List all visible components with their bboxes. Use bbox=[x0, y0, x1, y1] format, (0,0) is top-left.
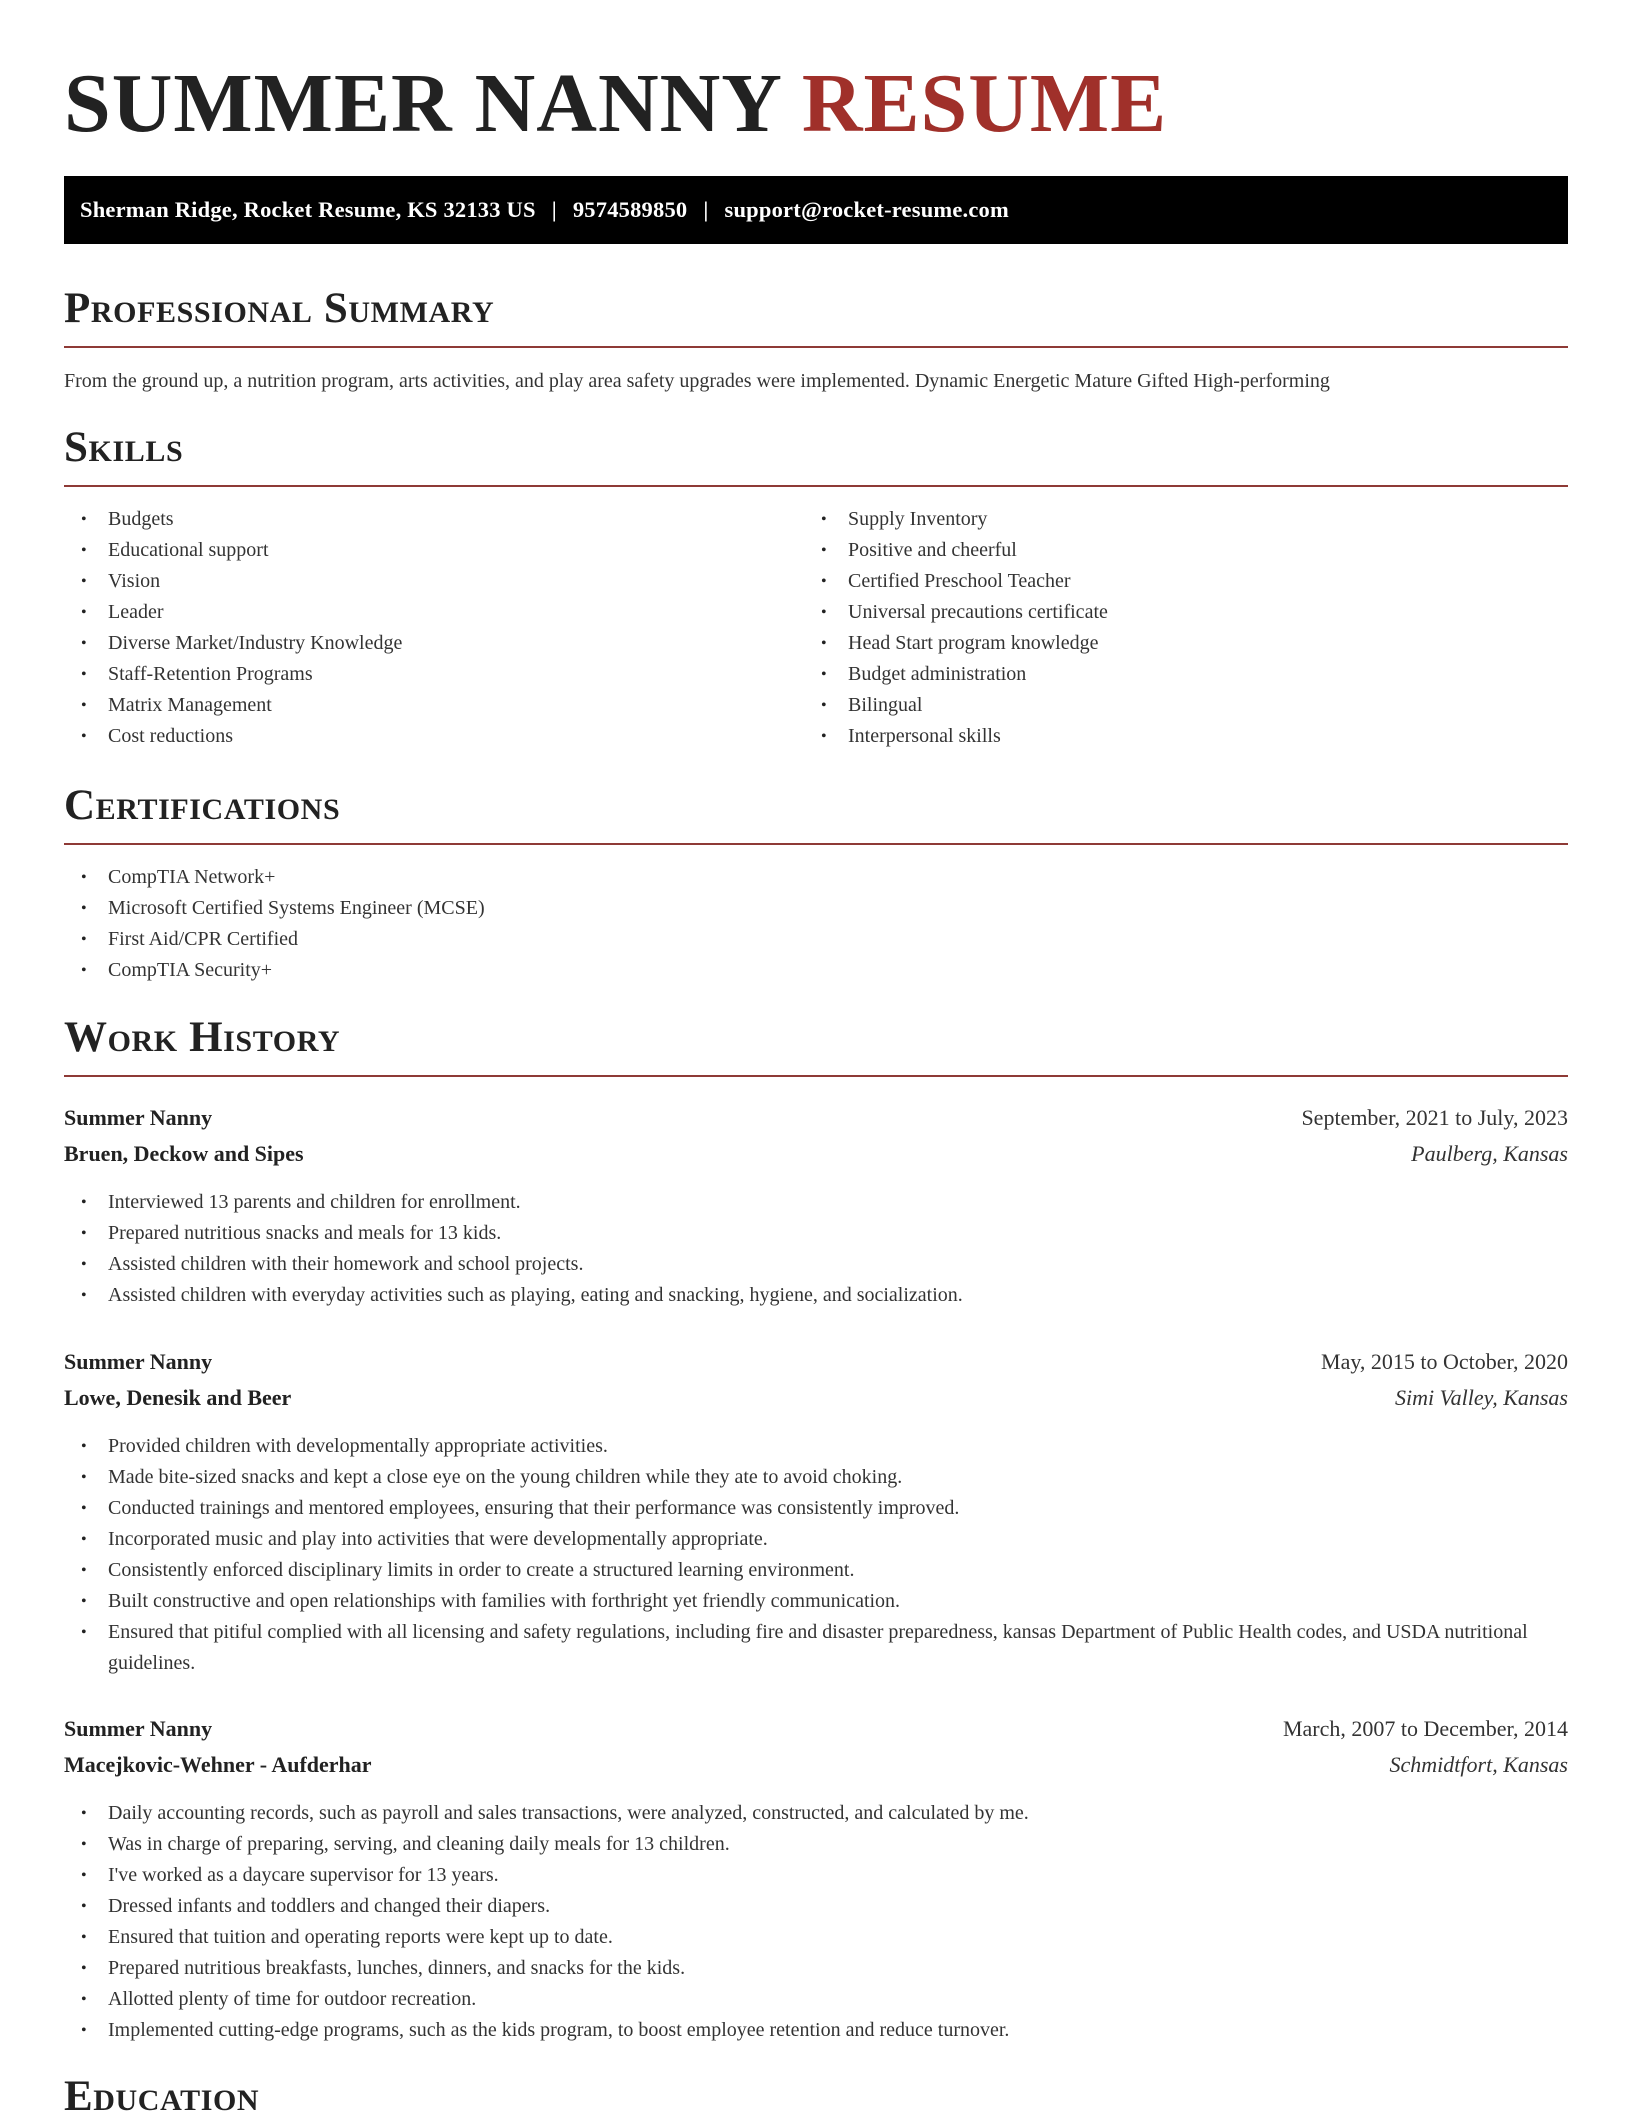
job-title: Summer Nanny bbox=[64, 1716, 213, 1741]
contact-email: support@rocket-resume.com bbox=[724, 197, 1009, 222]
list-item: • Consistently enforced disciplinary limits in order to create a structured learning environment. bbox=[81, 1559, 855, 1581]
list-item: • First Aid/CPR Certified bbox=[81, 928, 299, 950]
list-item: • I've worked as a daycare supervisor for 13 years. bbox=[81, 1864, 499, 1886]
list-item: • CompTIA Security+ bbox=[81, 959, 273, 981]
list-item: • Head Start program knowledge bbox=[821, 632, 1099, 654]
resume-title bbox=[64, 54, 1167, 154]
certifications-list bbox=[64, 862, 485, 986]
list-item: • Interviewed 13 parents and children for enrollment. bbox=[81, 1191, 521, 1213]
job-dates: May, 2015 to October, 2020 bbox=[1321, 1349, 1568, 1374]
list-item: • Budget administration bbox=[821, 663, 1027, 685]
job-location: Schmidtfort, Kansas bbox=[1389, 1752, 1568, 1777]
contact-separator: | bbox=[551, 197, 557, 222]
section-heading-skills: Skills bbox=[64, 423, 1568, 487]
contact-bar bbox=[64, 176, 1568, 244]
job-dates: March, 2007 to December, 2014 bbox=[1282, 1716, 1568, 1741]
list-item: • Certified Preschool Teacher bbox=[821, 570, 1071, 592]
job-bullets bbox=[64, 1187, 1568, 1311]
contact-address: Sherman Ridge, Rocket Resume, KS 32133 US bbox=[80, 197, 536, 222]
list-item: • Staff-Retention Programs bbox=[81, 663, 313, 685]
list-item: • Ensured that pitiful complied with all licensing and safety regulations, including fire and disaster preparedness, kansas Department of Public Health codes, and USDA nutritional guidelines. bbox=[81, 1621, 1528, 1674]
job-location: Simi Valley, Kansas bbox=[1395, 1385, 1568, 1410]
list-item: • Was in charge of preparing, serving, and cleaning daily meals for 13 children. bbox=[81, 1833, 730, 1855]
list-item: • Diverse Market/Industry Knowledge bbox=[81, 632, 403, 654]
job-dates: September, 2021 to July, 2023 bbox=[1301, 1105, 1568, 1130]
list-item: • Ensured that tuition and operating reports were kept up to date. bbox=[81, 1926, 613, 1948]
list-item: • Allotted plenty of time for outdoor recreation. bbox=[81, 1988, 477, 2010]
list-item: • Bilingual bbox=[821, 694, 923, 716]
list-item: • Dressed infants and toddlers and changed their diapers. bbox=[81, 1895, 551, 1917]
list-item: • Universal precautions certificate bbox=[821, 601, 1108, 623]
list-item: • Prepared nutritious breakfasts, lunches, dinners, and snacks for the kids. bbox=[81, 1957, 686, 1979]
contact-phone: 9574589850 bbox=[572, 197, 688, 222]
section-heading-summary: Professional Summary bbox=[64, 284, 1568, 348]
list-item: • Prepared nutritious snacks and meals for 13 kids. bbox=[81, 1222, 502, 1244]
job-company: Macejkovic-Wehner - Aufderhar bbox=[64, 1752, 372, 1777]
list-item: • Microsoft Certified Systems Engineer (MCSE) bbox=[81, 897, 485, 919]
list-item: • Budgets bbox=[81, 508, 174, 530]
list-item: • Matrix Management bbox=[81, 694, 272, 716]
list-item: • Interpersonal skills bbox=[821, 725, 1001, 747]
list-item: • Cost reductions bbox=[81, 725, 233, 747]
list-item: • Positive and cheerful bbox=[821, 539, 1017, 561]
skills-list-right bbox=[804, 504, 1108, 752]
list-item: • Supply Inventory bbox=[821, 508, 988, 530]
job-bullets bbox=[64, 1431, 1568, 1679]
list-item: • Vision bbox=[81, 570, 161, 592]
summary-text: From the ground up, a nutrition program, arts activities, and play area safety upgrades were implemented. Dynamic Energetic Mature Gifted High-performing bbox=[64, 370, 1330, 392]
list-item: • Implemented cutting-edge programs, such as the kids program, to boost employee retention and reduce turnover. bbox=[81, 2019, 1010, 2041]
list-item: • Assisted children with everyday activities such as playing, eating and snacking, hygiene, and socialization. bbox=[81, 1284, 963, 1306]
job-location: Paulberg, Kansas bbox=[1411, 1141, 1568, 1166]
contact-separator: | bbox=[703, 197, 709, 222]
skills-list-left bbox=[64, 504, 402, 752]
list-item: • Daily accounting records, such as payroll and sales transactions, were analyzed, constructed, and calculated by me. bbox=[81, 1802, 1029, 1824]
section-heading-certifications: Certifications bbox=[64, 781, 1568, 845]
title-accent: RESUME bbox=[801, 57, 1168, 150]
title-main: SUMMER NANNY bbox=[64, 57, 780, 150]
job-title: Summer Nanny bbox=[64, 1105, 213, 1130]
list-item: • Made bite-sized snacks and kept a close eye on the young children while they ate to avoid choking. bbox=[81, 1466, 903, 1488]
job-company: Bruen, Deckow and Sipes bbox=[64, 1141, 304, 1166]
job-company: Lowe, Denesik and Beer bbox=[64, 1385, 292, 1410]
list-item: • Incorporated music and play into activities that were developmentally appropriate. bbox=[81, 1528, 768, 1550]
list-item: • Conducted trainings and mentored employees, ensuring that their performance was consistently improved. bbox=[81, 1497, 960, 1519]
list-item: • CompTIA Network+ bbox=[81, 866, 276, 888]
list-item: • Built constructive and open relationships with families with forthright yet friendly communication. bbox=[81, 1590, 901, 1612]
list-item: • Assisted children with their homework and school projects. bbox=[81, 1253, 584, 1275]
list-item: • Leader bbox=[81, 601, 164, 623]
list-item: • Educational support bbox=[81, 539, 269, 561]
list-item: • Provided children with developmentally appropriate activities. bbox=[81, 1435, 608, 1457]
job-bullets bbox=[64, 1798, 1568, 2046]
section-heading-work-history: Work History bbox=[64, 1013, 1568, 1077]
job-title: Summer Nanny bbox=[64, 1349, 213, 1374]
section-heading-education: Education bbox=[64, 2073, 260, 2112]
